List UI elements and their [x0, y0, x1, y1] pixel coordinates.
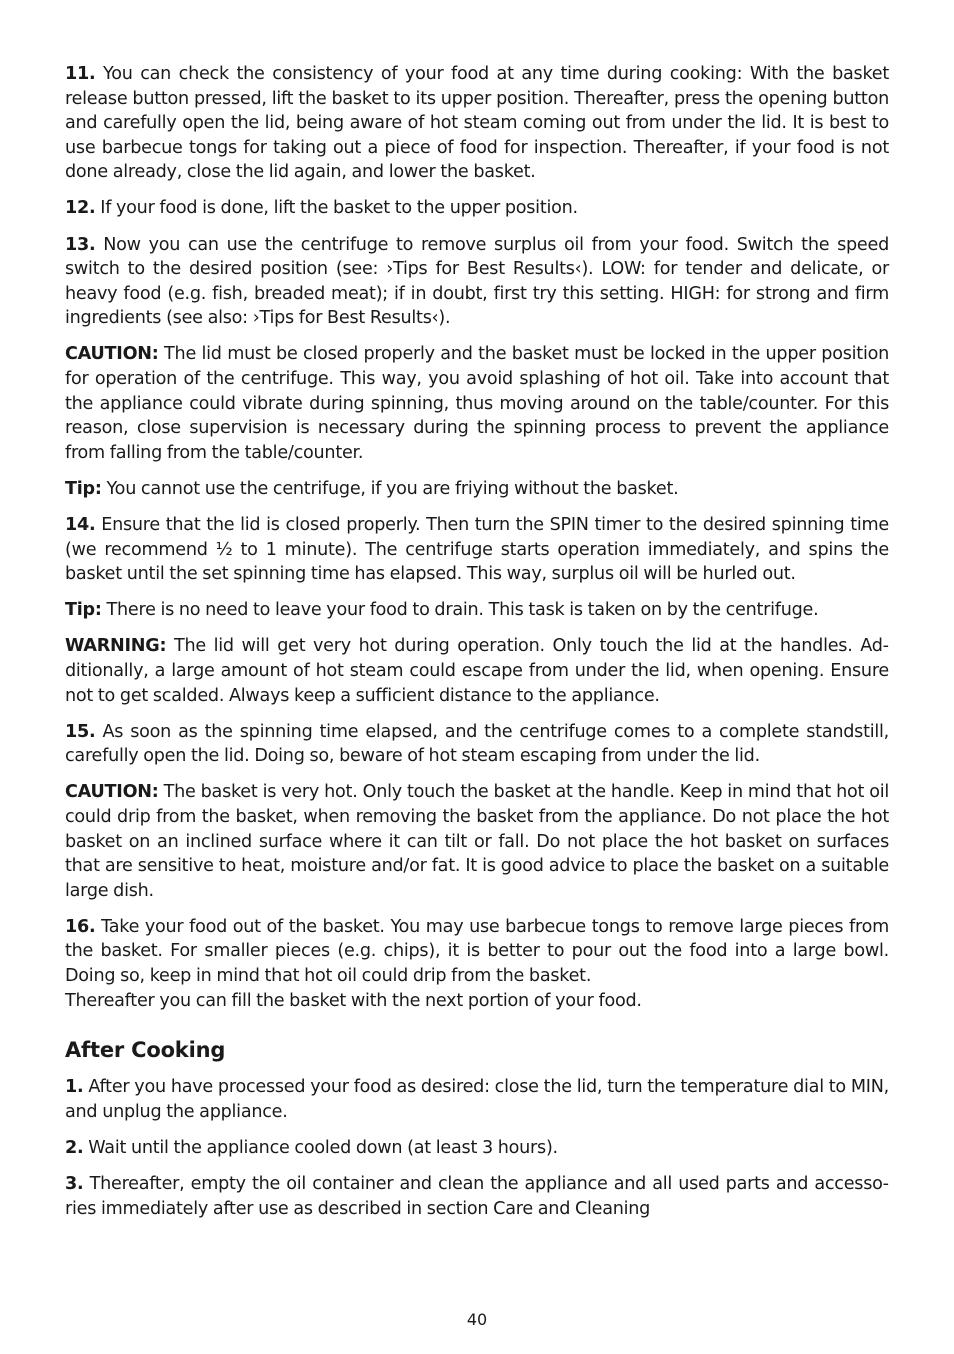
paragraph-step-12 [65, 196, 889, 221]
manual-page [65, 62, 889, 1233]
paragraph-lead: Tip: [65, 478, 102, 499]
paragraph-lead: 15. [65, 721, 96, 742]
paragraph-caution-basket [65, 780, 889, 903]
paragraph-lead: 16. [65, 916, 96, 937]
paragraph-lead: 1. [65, 1077, 84, 1098]
paragraph-after-step-3 [65, 1172, 889, 1221]
paragraph-text: Now you can use the centrifuge to remove surplus oil from your food. Switch the speed switch to the desired position (see: ›Tips for Best Results‹). LOW: for tender and delicate, or heavy food (e.g. fish, breaded meat); if in doubt, first try this setting. HIGH: for strong and firm ingredients (see also: ›Tips for Best Results‹). [65, 234, 889, 329]
paragraph-caution-centrifuge [65, 342, 889, 465]
paragraph-after-step-2 [65, 1136, 889, 1161]
paragraph-lead: 3. [65, 1173, 84, 1194]
page-number: 40 [466, 1310, 488, 1329]
paragraph-text: There is no need to leave your food to drain. This task is taken on by the centrifuge. [106, 600, 819, 621]
paragraph-tip-drain [65, 598, 889, 623]
paragraph-lead: 13. [65, 234, 96, 255]
paragraph-step-16 [65, 915, 889, 1013]
instructions-before [65, 62, 889, 1013]
paragraph-text: Ensure that the lid is closed properly. Then turn the SPIN timer to the desired spinning time (we recommend ½ to 1 minute). The centrifuge starts operation immediately, and spins the basket until the set spinning time has elapsed. This way, surplus oil will be hurled out. [65, 515, 889, 585]
paragraph-text: The basket is very hot. Only touch the basket at the handle. Keep in mind that hot oil could drip from the basket, when removing the basket from the appliance. Do not place the hot basket on an inclined surface where it can tilt or fall. Do not place the hot basket on surfaces that are sensitive to heat, moisture and/or fat. It is good advice to place the basket on a suitable large dish. [65, 782, 889, 901]
paragraph-lead: 2. [65, 1137, 84, 1158]
paragraph-lead: 12. [65, 198, 96, 219]
paragraph-text: If your food is done, lift the basket to the upper position. [100, 198, 578, 219]
paragraph-text: As soon as the spinning time elapsed, and the centrifuge comes to a complete standstill, carefully open the lid. Doing so, beware of hot steam escaping from under the lid. [65, 721, 889, 767]
paragraph-lead: Tip: [65, 600, 102, 621]
paragraph-continuation: Thereafter you can fill the basket with the next portion of your food. [65, 990, 642, 1011]
paragraph-lead: WARNING: [65, 636, 167, 657]
paragraph-warning-lid [65, 634, 889, 708]
paragraph-step-15 [65, 720, 889, 769]
section-heading-after-cooking: After Cooking [65, 1038, 226, 1063]
paragraph-lead: 14. [65, 515, 96, 535]
paragraph-text: Thereafter, empty the oil container and clean the appliance and all used parts and accessories immediately after use as described in section Care and Cleaning [65, 1173, 889, 1219]
paragraph-text: The lid must be closed properly and the basket must be locked in the upper position for operation of the centrifuge. This way, you avoid splashing of hot oil. Take into account that the appliance could vibrate during spinning, thus moving around on the table/counter. For this reason, close supervision is necessary during the spinning process to prevent the appliance from falling from the table/counter. [65, 344, 889, 463]
paragraph-text: Take your food out of the basket. You may use barbecue tongs to remove large pieces from the basket. For smaller pieces (e.g. chips), it is better to pour out the food into a large bowl. Doing so, keep in mind that hot oil could drip from the basket. [65, 916, 889, 986]
paragraph-after-step-1 [65, 1075, 889, 1124]
paragraph-text: After you have processed your food as desired: close the lid, turn the temperature dial to MIN, and unplug the appliance. [65, 1077, 889, 1122]
paragraph-lead: 11. [65, 64, 96, 84]
paragraph-step-11 [65, 62, 889, 185]
paragraph-text: Wait until the appliance cooled down (at least 3 hours). [88, 1137, 558, 1158]
paragraph-text: You can check the consistency of your food at any time during cooking: With the basket release button pressed, lift the basket to its upper position. Thereafter, press the opening button and carefully open the lid, being aware of hot steam coming out from under the lid. It is best to use barbecue tongs for taking out a piece of food for inspection. Thereafter, if your food is not done already, close the lid again, and lower the basket. [65, 64, 890, 183]
paragraph-text: The lid will get very hot during operation. Only touch the lid at the handles. Additionally, a large amount of hot steam could escape from under the lid, when opening. Ensure not to get scalded. Always keep a sufficient distance to the appliance. [65, 636, 889, 706]
paragraph-lead: CAUTION: [65, 782, 159, 803]
paragraph-text: You cannot use the centrifuge, if you are friying without the basket. [106, 478, 679, 499]
paragraph-step-14 [65, 513, 889, 587]
paragraph-tip-basket [65, 477, 889, 502]
paragraph-step-13 [65, 233, 889, 331]
paragraph-lead: CAUTION: [65, 344, 159, 365]
instructions-after [65, 1075, 889, 1221]
